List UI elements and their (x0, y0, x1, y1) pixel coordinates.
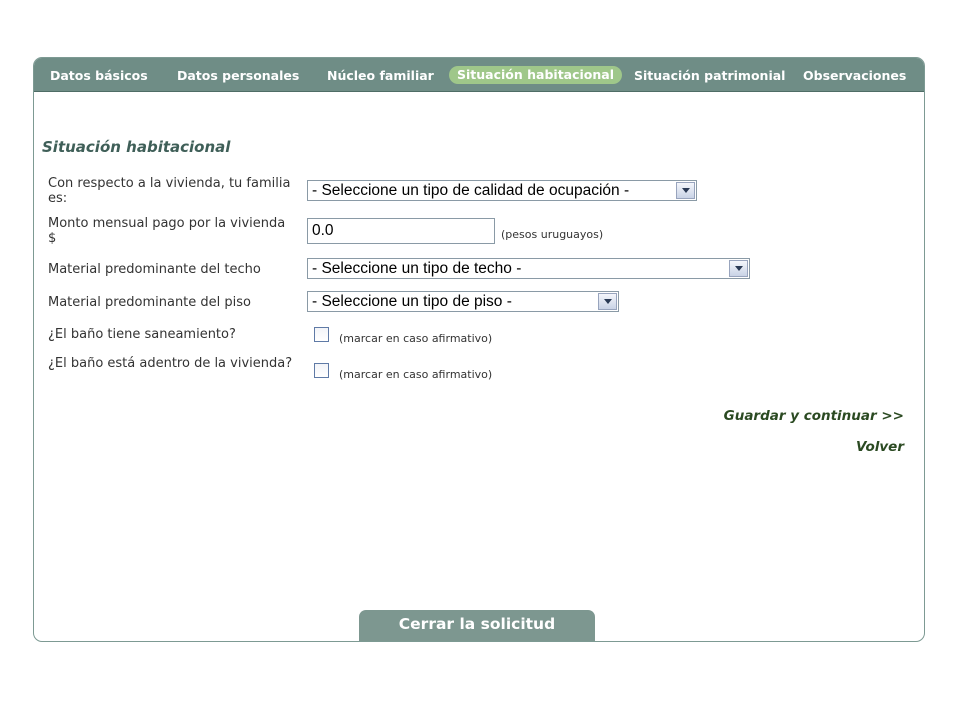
ocupacion-label: Con respecto a la vivienda, tu familia es: (48, 176, 291, 206)
monto-input[interactable] (307, 218, 495, 244)
ocupacion-select-value: - Seleccione un tipo de calidad de ocupación - (312, 182, 630, 199)
tab-datos-personales[interactable]: Datos personales (177, 68, 300, 83)
section-title: Situación habitacional (42, 138, 231, 156)
tab-bar (34, 58, 924, 92)
monto-label: Monto mensual pago por la vivienda $ (48, 216, 286, 246)
tab-observaciones[interactable]: Observaciones (803, 68, 907, 83)
chevron-down-icon[interactable] (729, 260, 748, 277)
monto-hint: (pesos uruguayos) (501, 228, 604, 241)
chevron-down-icon[interactable] (676, 182, 695, 199)
piso-select-value: - Seleccione un tipo de piso - (312, 293, 512, 310)
back-link[interactable]: Volver (856, 439, 904, 455)
saneamiento-label: ¿El baño tiene saneamiento? (48, 327, 236, 342)
tab-situacion-patrimonial[interactable]: Situación patrimonial (634, 68, 786, 83)
adentro-checkbox[interactable] (314, 363, 329, 378)
techo-label: Material predominante del techo (48, 262, 261, 277)
tab-datos-basicos[interactable]: Datos básicos (50, 68, 148, 83)
piso-label: Material predominante del piso (48, 295, 251, 310)
piso-select[interactable] (307, 291, 619, 312)
adentro-label: ¿El baño está adentro de la vivienda? (48, 356, 293, 371)
tab-nucleo-familiar[interactable]: Núcleo familiar (327, 68, 434, 83)
application-panel (33, 57, 925, 642)
adentro-hint: (marcar en caso afirmativo) (339, 368, 493, 381)
techo-select[interactable] (307, 258, 750, 279)
close-application-button[interactable]: Cerrar la solicitud (359, 610, 595, 641)
saneamiento-checkbox[interactable] (314, 327, 329, 342)
chevron-down-icon[interactable] (598, 293, 617, 310)
tab-situacion-habitacional[interactable]: Situación habitacional (449, 66, 622, 84)
saneamiento-hint: (marcar en caso afirmativo) (339, 332, 493, 345)
techo-select-value: - Seleccione un tipo de techo - (312, 260, 522, 277)
save-continue-link[interactable]: Guardar y continuar >> (723, 408, 904, 424)
ocupacion-select[interactable] (307, 180, 697, 201)
